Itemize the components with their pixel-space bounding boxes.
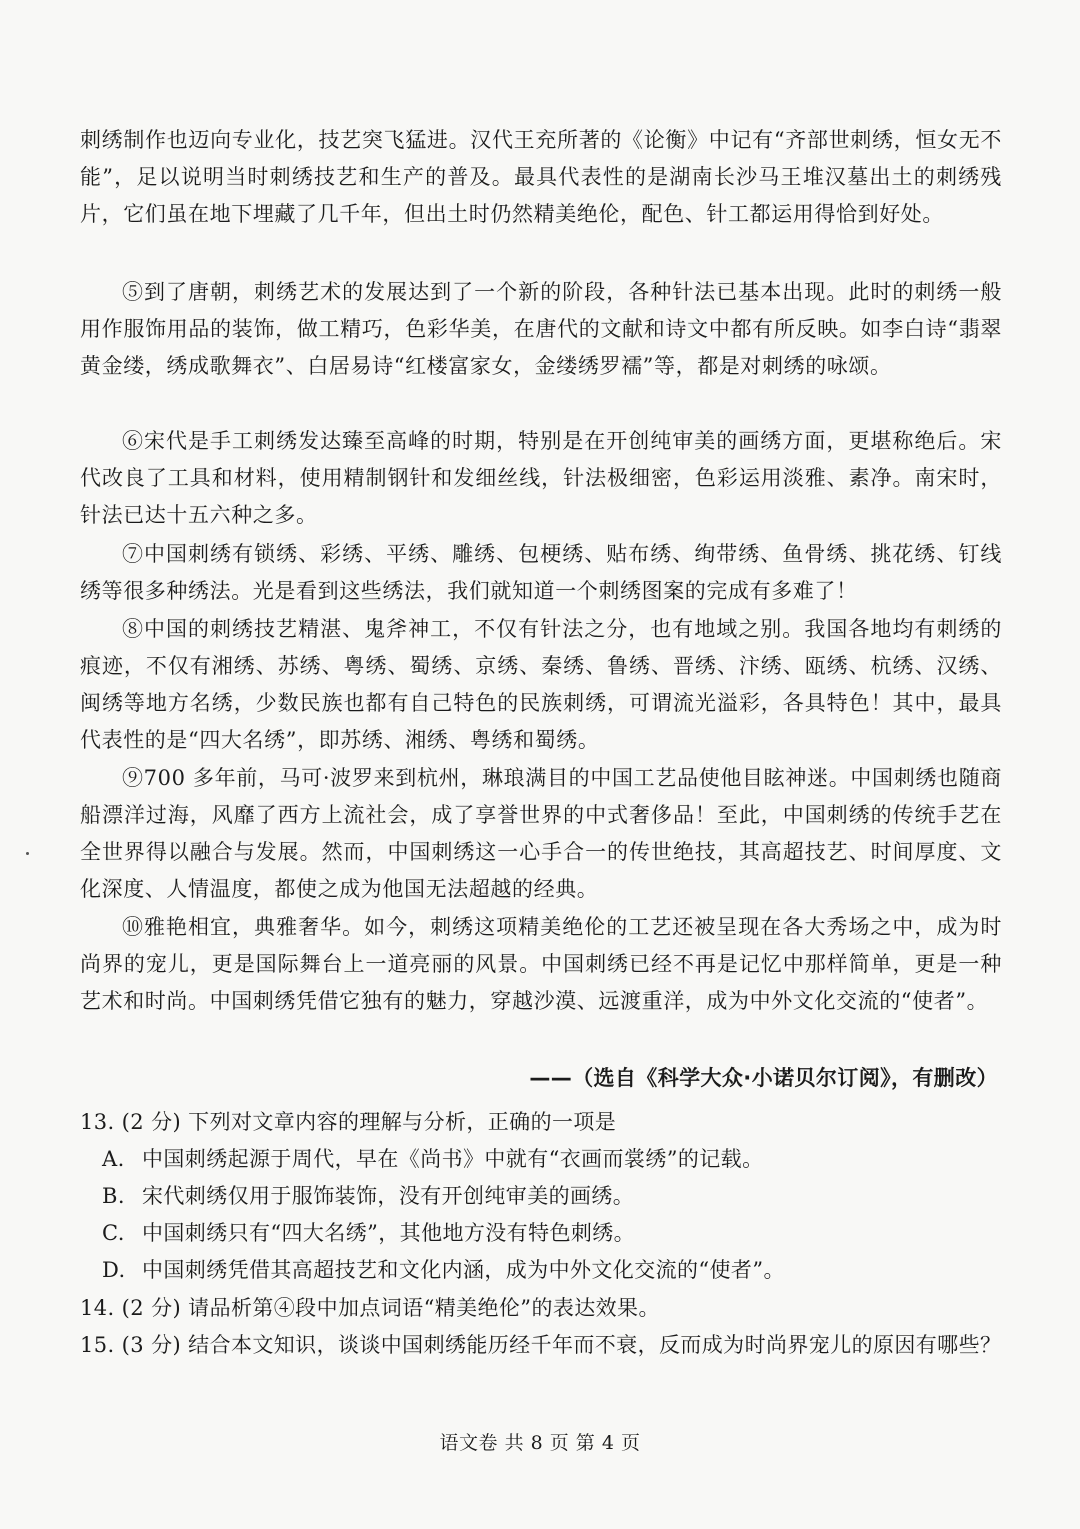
question-15: 15. (3 分) 结合本文知识，谈谈中国刺绣能历经千年而不衰，反而成为时尚界宠儿的原因有哪些？ [80,1333,1002,1357]
article-source: ——（选自《科学大众·小诺贝尔订阅》，有删改） [529,1066,998,1090]
option-text: 中国刺绣只有“四大名绣”，其他地方没有特色刺绣。 [142,1221,636,1245]
option-text: 中国刺绣凭借其高超技艺和文化内涵，成为中外文化交流的“使者”。 [142,1258,785,1282]
question-14: 14. (2 分) 请品析第④段中加点词语“精美绝伦”的表达效果。 [80,1296,660,1320]
option-letter: A. [102,1147,125,1171]
paragraph-9: ⑨700 多年前，马可·波罗来到杭州，琳琅满目的中国工艺品使他目眩神迷。中国刺绣也随商船漂洋过海，风靡了西方上流社会，成了享誉世界的中式奢侈品！至此，中国刺绣的传统手艺在全世界得以融合与发展。然而，中国刺绣这一心手合一的传世绝技，其高超技艺、时间厚度、文化深度、人情温度，都使之成为他国无法超越的经典。 [80,766,1002,901]
question-13-stem: 13. (2 分) 下列对文章内容的理解与分析，正确的一项是 [80,1110,617,1134]
paragraph-5: ⑤到了唐朝，刺绣艺术的发展达到了一个新的阶段，各种针法已基本出现。此时的刺绣一般用作服饰用品的装饰，做工精巧，色彩华美，在唐代的文献和诗文中都有所反映。如李白诗“翡翠黄金缕，绣成歌舞衣”、白居易诗“红楼富家女，金缕绣罗襦”等，都是对刺绣的咏颂。 [80,280,1002,378]
question-13-option-c[interactable] [102,1215,1002,1251]
question-13-option-a[interactable] [102,1141,1002,1177]
option-letter: D. [102,1258,126,1282]
paragraph-8: ⑧中国的刺绣技艺精湛、鬼斧神工，不仅有针法之分，也有地域之别。我国各地均有刺绣的痕迹，不仅有湘绣、苏绣、粤绣、蜀绣、京绣、秦绣、鲁绣、晋绣、汴绣、瓯绣、杭绣、汉绣、闽绣等地方名绣，少数民族也都有自己特色的民族刺绣，可谓流光溢彩，各具特色！其中，最具代表性的是“四大名绣”，即苏绣、湘绣、粤绣和蜀绣。 [80,617,1002,752]
paragraph-10: ⑩雅艳相宜，典雅奢华。如今，刺绣这项精美绝伦的工艺还被呈现在各大秀场之中，成为时尚界的宠儿，更是国际舞台上一道亮丽的风景。中国刺绣已经不再是记忆中那样简单，更是一种艺术和时尚。中国刺绣凭借它独有的魅力，穿越沙漠、远渡重洋，成为中外文化交流的“使者”。 [80,915,1002,1013]
paragraph-7: ⑦中国刺绣有锁绣、彩绣、平绣、雕绣、包梗绣、贴布绣、绚带绣、鱼骨绣、挑花绣、钉线绣等很多种绣法。光是看到这些绣法，我们就知道一个刺绣图案的完成有多难了！ [80,542,1002,603]
page-footer: 语文卷 共 8 页 第 4 页 [439,1432,641,1454]
paragraph-6: ⑥宋代是手工刺绣发达臻至高峰的时期，特别是在开创纯审美的画绣方面，更堪称绝后。宋代改良了工具和材料，使用精制钢针和发细丝线，针法极细密，色彩运用淡雅、素净。南宋时，针法已达十五六种之多。 [80,429,1002,527]
option-text: 中国刺绣起源于周代，早在《尚书》中就有“衣画而裳绣”的记载。 [142,1147,764,1171]
option-text: 宋代刺绣仅用于服饰装饰，没有开创纯审美的画绣。 [142,1184,635,1208]
question-13-option-b[interactable] [102,1178,1002,1214]
scan-speck [26,852,29,855]
question-13-option-d[interactable] [102,1252,1002,1288]
option-letter: B. [102,1184,125,1208]
paragraph-4-continued: 刺绣制作也迈向专业化，技艺突飞猛进。汉代王充所著的《论衡》中记有“齐部世刺绣，恒女无不能”，足以说明当时刺绣技艺和生产的普及。最具代表性的是湖南长沙马王堆汉墓出土的刺绣残片，它们虽在地下埋藏了几千年，但出土时仍然精美绝伦，配色、针工都运用得恰到好处。 [80,128,1002,226]
option-letter: C. [102,1221,125,1245]
